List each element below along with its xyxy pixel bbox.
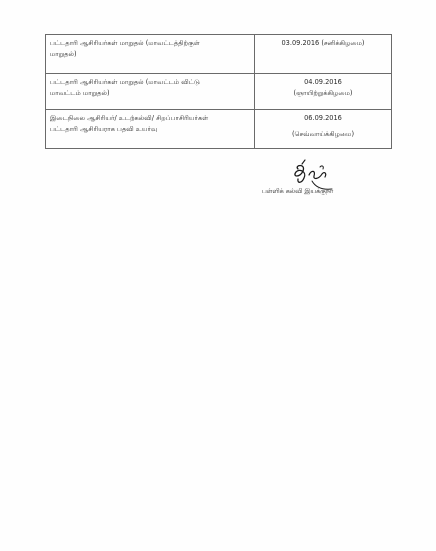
- counselling-schedule-table: [45, 34, 392, 149]
- table-row: [46, 35, 392, 74]
- description-line: இடைநிலை ஆசிரியர்/ உடற்கல்வி/ சிறப்பாசிரியர்கள்: [50, 114, 209, 122]
- description-line: பட்டதாரி ஆசிரியராக பதவி உயர்வு: [50, 125, 158, 133]
- description-line: பட்டதாரி ஆசிரியர்கள் மாறுதல் (மாவட்டத்திற்குள்: [50, 39, 200, 47]
- signatory-title: பள்ளிக் கல்வி இயக்குநர்: [262, 187, 334, 195]
- description-line: மாவட்டம் மாறுதல்): [50, 89, 110, 97]
- row-description: [46, 35, 255, 74]
- table-row: [46, 74, 392, 110]
- table-row: [46, 110, 392, 149]
- row-date-cell: [255, 110, 392, 149]
- row-description: [46, 74, 255, 110]
- row-date: 04.09.2016: [304, 78, 342, 86]
- row-day: (ஞாயிற்றுக்கிழமை): [293, 89, 353, 97]
- description-line: பட்டதாரி ஆசிரியர்கள் மாறுதல் (மாவட்டம் விட்டு: [50, 78, 200, 86]
- signature-block: [262, 159, 382, 205]
- row-date-cell: [255, 35, 392, 74]
- row-date: 06.09.2016: [304, 114, 342, 122]
- description-line: மாறுதல்): [50, 50, 77, 58]
- row-date-cell: [255, 74, 392, 110]
- row-day: (செவ்வாய்க்கிழமை): [291, 130, 355, 138]
- row-date: 03.09.2016 (சனிக்கிழமை): [281, 39, 365, 47]
- row-description: [46, 110, 255, 149]
